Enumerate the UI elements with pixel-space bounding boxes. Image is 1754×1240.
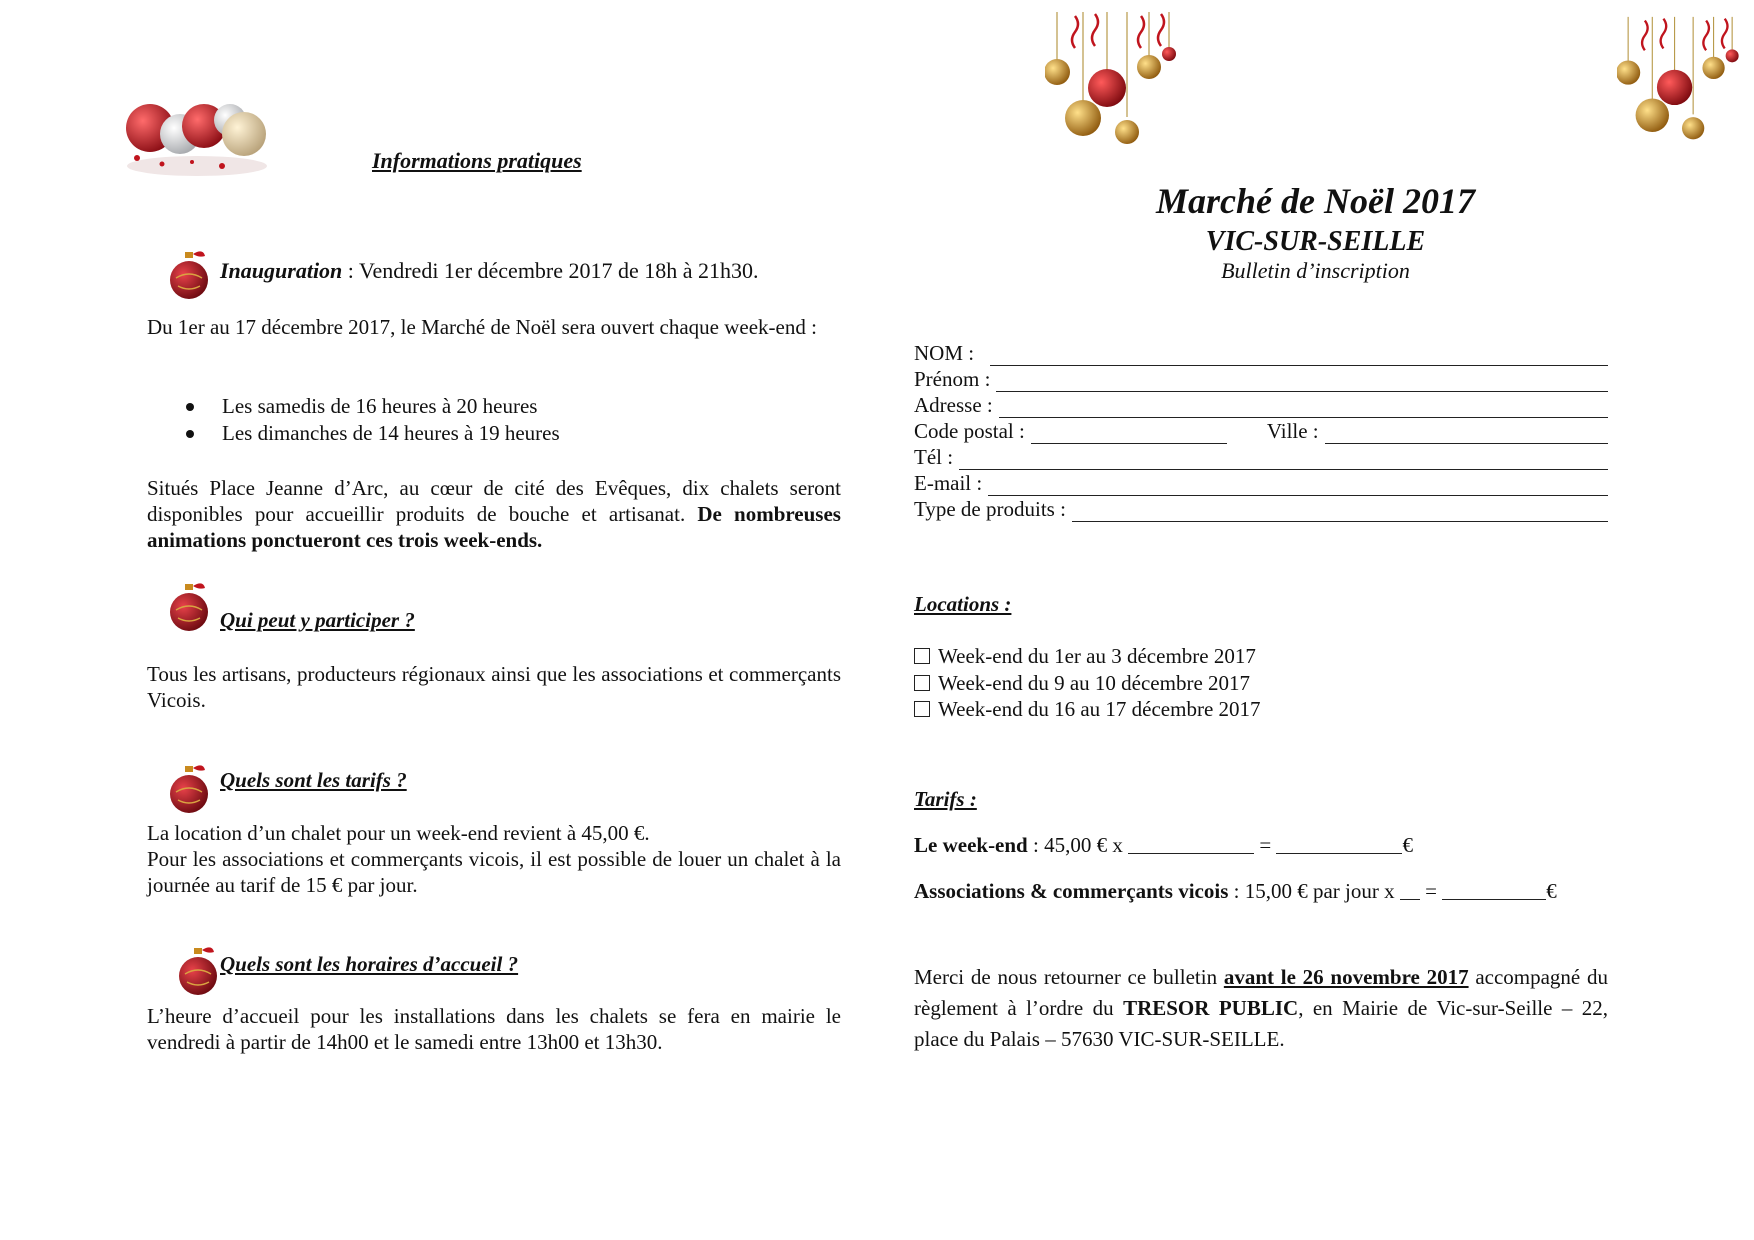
association-total-blank[interactable] [1442, 880, 1546, 900]
name-input-line[interactable] [990, 346, 1608, 366]
weekend-option-label: Week-end du 16 au 17 décembre 2017 [938, 696, 1261, 721]
list-item: Les dimanches de 14 heures à 19 heures [186, 420, 560, 447]
prices-line-1: La location d’un chalet pour un week-end revient à 45,00 €. [147, 821, 650, 845]
association-price-label: Associations & commerçants vicois [914, 879, 1229, 903]
location-bold-text: De nombreuses animations ponctueront ces trois week-ends. [147, 502, 841, 552]
first-name-label: Prénom : [914, 367, 991, 391]
email-input-line[interactable] [988, 476, 1608, 496]
inauguration-text: : Vendredi 1er décembre 2017 de 18h à 21h30. [342, 258, 759, 283]
name-label: NOM : [914, 341, 975, 365]
inauguration-line [220, 258, 759, 284]
schedule-list [186, 393, 560, 447]
list-item: Les samedis de 16 heures à 20 heures [186, 393, 560, 420]
location-paragraph [147, 475, 841, 553]
who-paragraph: Tous les artisans, producteurs régionaux ainsi que les associations et commerçants Vicois. [147, 662, 841, 712]
address-input-line[interactable] [999, 398, 1608, 418]
equals-sign: = [1419, 879, 1443, 903]
address-field[interactable] [914, 392, 1608, 418]
weekend-option-1[interactable] [914, 642, 1256, 669]
weekend-quantity-blank[interactable] [1128, 834, 1254, 854]
weekend-option-3[interactable] [914, 695, 1261, 722]
hanging-baubles-image [1045, 12, 1185, 147]
hours-heading: Quels sont les horaires d’accueil ? [220, 952, 519, 976]
closing-text-2: accompagné du règlement à l’ordre du [914, 965, 1608, 1020]
document-subtitle: Bulletin d’inscription [1221, 258, 1410, 283]
product-type-input-line[interactable] [1072, 502, 1608, 522]
phone-field[interactable] [914, 444, 1608, 470]
weekend-total-blank[interactable] [1276, 834, 1402, 854]
city-input-line[interactable] [1325, 424, 1608, 444]
registration-page [877, 0, 1754, 1240]
postcode-city-field[interactable] [914, 418, 1608, 444]
euro-sign: € [1546, 879, 1557, 903]
weekend-option-2[interactable] [914, 669, 1250, 696]
weekend-option-label: Week-end du 9 au 10 décembre 2017 [938, 670, 1251, 695]
who-heading: Qui peut y participer ? [220, 608, 415, 632]
weekend-price-text: : 45,00 € x [1027, 833, 1129, 857]
closing-text-1: Merci de nous retourner ce bulletin [914, 965, 1224, 989]
hours-paragraph: L’heure d’accueil pour les installations dans les chalets se fera en mairie le vendredi à partir de 14h00 et le samedi entre 13h00 et 13h30. [147, 1004, 841, 1054]
first-name-field[interactable] [914, 366, 1608, 392]
association-price-row [914, 878, 1557, 904]
return-instructions [914, 962, 1608, 1055]
closing-text-3: , en Mairie de Vic-sur-Seille – 22, place du Palais – 57630 VIC-SUR-SEILLE. [914, 996, 1609, 1051]
city-label: Ville : [1266, 419, 1319, 443]
red-bauble-icon [166, 762, 212, 816]
town-name: VIC-SUR-SEILLE [1205, 226, 1426, 257]
document-title: Marché de Noël 2017 [1156, 181, 1475, 221]
inauguration-label: Inauguration [220, 258, 343, 283]
location-text: Situés Place Jeanne d’Arc, au cœur de cité des Evêques, dix chalets seront disponibles pour accueillir produits de bouche et artisanat. [147, 476, 841, 526]
euro-sign: € [1402, 833, 1413, 857]
postcode-input-line[interactable] [1031, 424, 1227, 444]
red-bauble-icon [175, 944, 221, 998]
weekend-price-row [914, 832, 1413, 858]
address-label: Adresse : [914, 393, 993, 417]
deadline-text: avant le 26 novembre 2017 [1223, 965, 1469, 989]
checkbox[interactable] [914, 675, 930, 691]
locations-heading: Locations : [914, 592, 1012, 616]
email-label: E-mail : [914, 471, 983, 495]
weekend-price-label: Le week-end [914, 833, 1028, 857]
name-field[interactable] [914, 340, 1608, 366]
opening-paragraph: Du 1er au 17 décembre 2017, le Marché de Noël sera ouvert chaque week-end : [147, 315, 817, 339]
phone-label: Tél : [914, 445, 954, 469]
checkbox[interactable] [914, 701, 930, 717]
phone-input-line[interactable] [959, 450, 1608, 470]
association-price-text: : 15,00 € par jour x [1228, 879, 1400, 903]
product-type-label: Type de produits : [914, 497, 1066, 521]
prices-line-2: Pour les associations et commerçants vicois, il est possible de louer un chalet à la journée au tarif de 15 € par jour. [147, 847, 841, 897]
page-title: Informations pratiques [372, 148, 582, 173]
product-type-field[interactable] [914, 496, 1608, 522]
hanging-baubles-image [1617, 12, 1747, 147]
postcode-label: Code postal : [914, 419, 1025, 443]
days-quantity-blank[interactable] [1400, 880, 1420, 900]
first-name-input-line[interactable] [996, 372, 1608, 392]
prices-heading: Quels sont les tarifs ? [220, 768, 407, 792]
payee-text: TRESOR PUBLIC [1123, 996, 1299, 1020]
christmas-baubles-image [122, 98, 272, 180]
prices-paragraph [147, 820, 841, 898]
red-bauble-icon [166, 248, 212, 302]
checkbox[interactable] [914, 648, 930, 664]
tarifs-heading: Tarifs : [914, 787, 977, 811]
red-bauble-icon [166, 580, 212, 634]
weekend-option-label: Week-end du 1er au 3 décembre 2017 [938, 643, 1256, 668]
email-field[interactable] [914, 470, 1608, 496]
equals-sign: = [1254, 833, 1277, 857]
